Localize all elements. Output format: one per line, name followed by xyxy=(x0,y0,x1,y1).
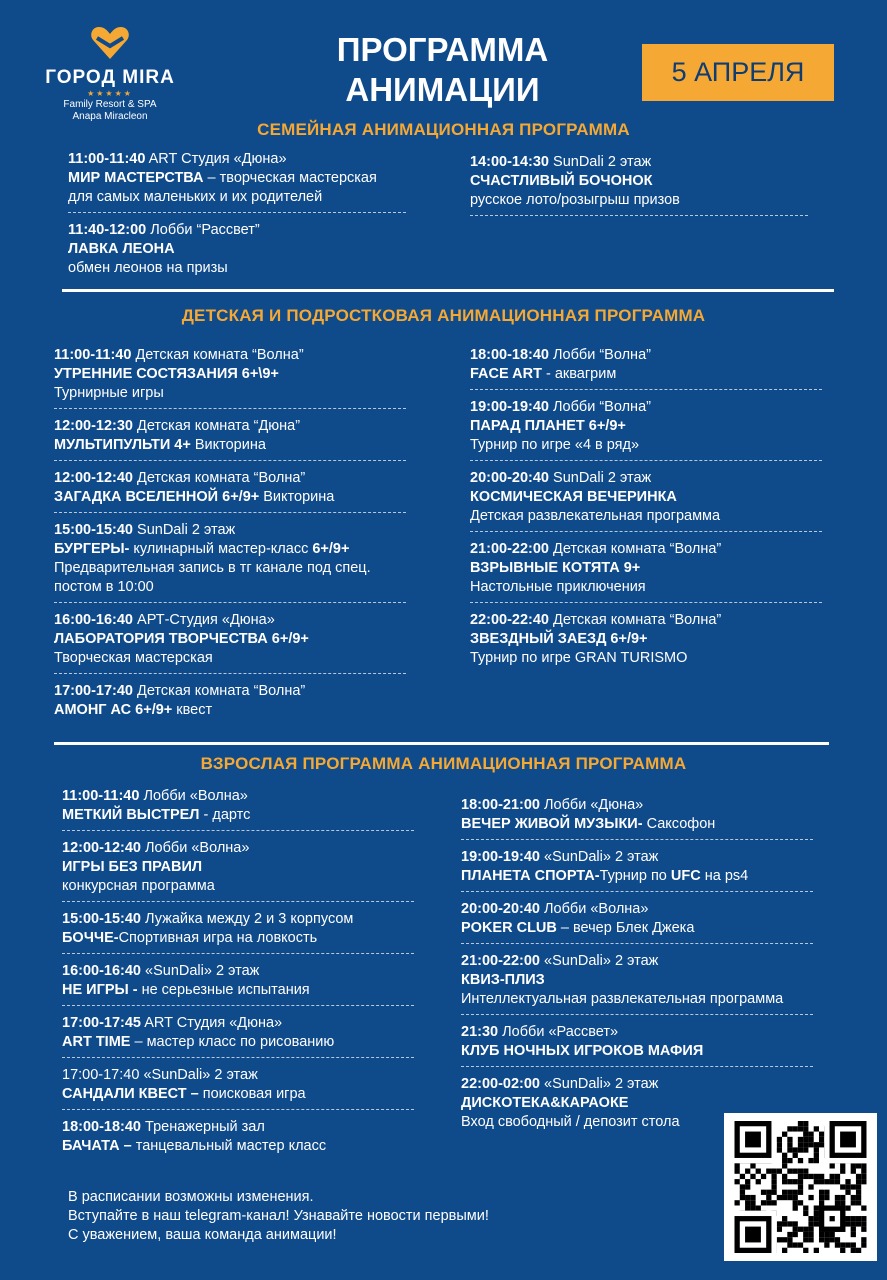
item-place: «SunDali» 2 этаж xyxy=(145,963,260,979)
item-note: – вечер Блек Джека xyxy=(556,920,695,936)
schedule-item xyxy=(62,962,414,1000)
item-place: Детская комната “Волна” xyxy=(137,470,306,486)
schedule-item xyxy=(62,910,414,948)
schedule-item xyxy=(470,611,822,668)
item-place: Лобби «Волна» xyxy=(544,901,649,917)
item-note: кулинарный мастер-класс xyxy=(129,541,313,557)
item-time: 12:00-12:40 xyxy=(62,840,141,856)
dashed-separator xyxy=(54,512,406,513)
item-time: 17:00-17:40 xyxy=(62,1067,140,1083)
item-time: 18:00-21:00 xyxy=(461,797,540,813)
qr-code-icon[interactable] xyxy=(724,1113,877,1261)
kids-right-column xyxy=(470,346,822,668)
item-time-place xyxy=(62,962,414,981)
item-time-place xyxy=(62,1066,414,1085)
item-tag: 6+/9+ xyxy=(312,541,350,557)
item-name: ВЕЧЕР ЖИВОЙ МУЗЫКИ- xyxy=(461,816,643,832)
schedule-item xyxy=(470,540,822,597)
item-time-place xyxy=(470,611,822,630)
item-name: ПЛАНЕТА СПОРТА- xyxy=(461,868,600,884)
item-place: Лобби “Волна” xyxy=(553,347,651,363)
dashed-separator xyxy=(470,460,822,461)
item-time-place xyxy=(54,611,406,630)
page-title xyxy=(290,30,595,110)
item-title-line xyxy=(470,365,822,384)
item-title-line xyxy=(470,559,822,578)
adult-left-column xyxy=(62,787,414,1156)
item-description: Интеллектуальная развлекательная программа xyxy=(461,991,784,1007)
item-title-line xyxy=(62,858,414,877)
item-time: 15:00-15:40 xyxy=(54,522,133,538)
brand-line2: Anapa Miracleon xyxy=(72,111,148,122)
item-place: SunDali 2 этаж xyxy=(137,522,236,538)
item-note2: на ps4 xyxy=(700,868,749,884)
item-time: 22:00-02:00 xyxy=(461,1076,540,1092)
item-place: Детская комната “Волна” xyxy=(135,347,304,363)
section-divider xyxy=(54,742,829,745)
item-time-place xyxy=(470,153,808,172)
schedule-item xyxy=(54,611,406,668)
item-name: БОЧЧЕ- xyxy=(62,930,119,946)
item-name: ЗВЕЗДНЫЙ ЗАЕЗД 6+/9+ xyxy=(470,631,648,647)
schedule-item xyxy=(470,469,822,526)
item-title-line xyxy=(461,1042,813,1061)
item-time: 22:00-22:40 xyxy=(470,612,549,628)
brand-line1: Family Resort & SPA xyxy=(63,99,157,110)
item-note: не серьезные испытания xyxy=(137,982,310,998)
item-note: Турнир по xyxy=(599,868,671,884)
item-title-line xyxy=(62,981,414,1000)
brand-name: ГОРОД MIRA xyxy=(45,67,175,88)
item-name: СЧАСТЛИВЫЙ БОЧОНОК xyxy=(470,173,653,189)
item-time-place xyxy=(461,796,813,815)
item-time: 21:00-22:00 xyxy=(461,953,540,969)
item-place: «SunDali» 2 этаж xyxy=(544,849,659,865)
item-place: Лобби “Волна” xyxy=(553,399,651,415)
item-time-place xyxy=(461,1075,813,1094)
item-place: Детская комната “Волна” xyxy=(553,541,722,557)
item-title-line xyxy=(54,701,406,720)
item-tag: UFC xyxy=(670,868,701,884)
section-divider xyxy=(62,289,834,292)
brand-logo xyxy=(40,26,180,123)
item-place: SunDali 2 этаж xyxy=(553,154,652,170)
item-name: ЛАВКА ЛЕОНА xyxy=(68,241,175,257)
schedule-item xyxy=(54,346,406,403)
section-title-kids: ДЕТСКАЯ И ПОДРОСТКОВАЯ АНИМАЦИОННАЯ ПРОГРАММА xyxy=(181,306,706,325)
item-name: БУРГЕРЫ- xyxy=(54,541,130,557)
dashed-separator xyxy=(62,901,414,902)
heart-logo-icon xyxy=(90,26,130,60)
item-note: Викторина xyxy=(190,437,266,453)
family-left-column xyxy=(68,150,406,278)
item-time: 15:00-15:40 xyxy=(62,911,141,927)
date-badge: 5 АПРЕЛЯ xyxy=(642,44,834,101)
schedule-item xyxy=(62,1118,414,1156)
dashed-separator xyxy=(461,839,813,840)
dashed-separator xyxy=(461,1066,813,1067)
item-name: POKER CLUB xyxy=(461,920,557,936)
item-note: - аквагрим xyxy=(541,366,617,382)
item-place: «SunDali» 2 этаж xyxy=(544,1076,659,1092)
item-time-place xyxy=(461,848,813,867)
item-time-place xyxy=(461,1023,813,1042)
item-time-place xyxy=(54,346,406,365)
item-name: ART TIME xyxy=(62,1034,131,1050)
item-time-place xyxy=(54,469,406,488)
schedule-item xyxy=(62,1066,414,1104)
item-place: ART Студия «Дюна» xyxy=(144,1015,283,1031)
item-time: 20:00-20:40 xyxy=(470,470,549,486)
item-time: 11:40-12:00 xyxy=(68,222,147,238)
schedule-item xyxy=(461,1023,813,1061)
item-title-line xyxy=(54,540,406,559)
item-description: конкурсная программа xyxy=(62,878,215,894)
item-place: Лобби «Дюна» xyxy=(544,797,644,813)
item-time-place xyxy=(62,1118,414,1137)
dashed-separator xyxy=(62,830,414,831)
item-note: Спортивная игра на ловкость xyxy=(118,930,318,946)
schedule-item xyxy=(62,839,414,896)
dashed-separator xyxy=(68,212,406,213)
family-right-column xyxy=(470,153,808,224)
item-description: Турнир по игре GRAN TURISMO xyxy=(470,650,688,666)
section-title-adult: ВЗРОСЛАЯ ПРОГРАММА АНИМАЦИОННАЯ ПРОГРАММА xyxy=(200,754,687,773)
title-line2: АНИМАЦИИ xyxy=(345,71,540,108)
item-time: 11:00-11:40 xyxy=(54,347,132,363)
item-description: русское лото/розыгрыш призов xyxy=(470,192,680,208)
item-name: ИГРЫ БЕЗ ПРАВИЛ xyxy=(62,859,203,875)
item-place: Тренажерный зал xyxy=(145,1119,265,1135)
item-note: Викторина xyxy=(259,489,335,505)
item-time: 19:00-19:40 xyxy=(461,849,540,865)
item-place: ART Студия «Дюна» xyxy=(148,151,287,167)
item-name: УТРЕННИЕ СОСТЯЗАНИЯ 6+\9+ xyxy=(54,366,279,382)
dashed-separator xyxy=(54,602,406,603)
dashed-separator xyxy=(470,389,822,390)
schedule-item xyxy=(470,398,822,455)
adult-right-column xyxy=(461,796,813,1132)
item-time: 12:00-12:40 xyxy=(54,470,133,486)
item-time: 21:00-22:00 xyxy=(470,541,549,557)
schedule-item xyxy=(68,221,406,278)
item-note: поисковая игра xyxy=(198,1086,306,1102)
item-note: - дартс xyxy=(199,807,251,823)
item-title-line xyxy=(62,1137,414,1156)
item-title-line xyxy=(68,240,406,259)
item-name: КОСМИЧЕСКАЯ ВЕЧЕРИНКА xyxy=(470,489,677,505)
item-time-place xyxy=(62,839,414,858)
item-description: Турнир по игре «4 в ряд» xyxy=(470,437,640,453)
footer-line3: С уважением, ваша команда анимации! xyxy=(68,1227,337,1243)
item-name: ДИСКОТЕКА&КАРАОКЕ xyxy=(461,1095,629,1111)
item-place: Лобби «Волна» xyxy=(143,788,248,804)
item-title-line xyxy=(461,867,813,886)
brand-stars: ★★★★★ xyxy=(87,89,133,98)
item-title-line xyxy=(54,630,406,649)
item-name: КВИЗ-ПЛИЗ xyxy=(461,972,545,988)
item-note: квест xyxy=(172,702,213,718)
dashed-separator xyxy=(470,215,808,216)
item-time-place xyxy=(54,682,406,701)
item-place: «SunDali» 2 этаж xyxy=(143,1067,258,1083)
item-name: ЛАБОРАТОРИЯ ТВОРЧЕСТВА 6+/9+ xyxy=(54,631,309,647)
item-place: Лобби «Волна» xyxy=(145,840,250,856)
item-title-line xyxy=(470,417,822,436)
schedule-item xyxy=(54,521,406,597)
item-title-line xyxy=(62,929,414,948)
item-title-line xyxy=(470,172,808,191)
item-name: САНДАЛИ КВЕСТ – xyxy=(62,1086,199,1102)
item-note: Саксофон xyxy=(642,816,716,832)
item-time-place xyxy=(461,952,813,971)
schedule-item xyxy=(62,1014,414,1052)
footer-line2: Вступайте в наш telegram-канал! Узнавайте новости первыми! xyxy=(68,1208,489,1224)
item-name: ЗАГАДКА ВСЕЛЕННОЙ 6+/9+ xyxy=(54,489,260,505)
item-time-place xyxy=(54,417,406,436)
item-time: 17:00-17:45 xyxy=(62,1015,141,1031)
item-description: обмен леонов на призы xyxy=(68,260,228,276)
item-title-line xyxy=(54,436,406,455)
item-place: АРТ-Студия «Дюна» xyxy=(137,612,275,628)
item-place: Детская комната “Волна” xyxy=(553,612,722,628)
item-title-line xyxy=(54,488,406,507)
item-name: МИР МАСТЕРСТВА xyxy=(68,170,204,186)
item-title-line xyxy=(461,919,813,938)
item-time: 21:30 xyxy=(461,1024,499,1040)
item-description: Предварительная запись в тг канале под спец. xyxy=(54,560,371,576)
item-description: Вход свободный / депозит стола xyxy=(461,1114,680,1130)
item-name: МЕТКИЙ ВЫСТРЕЛ xyxy=(62,807,200,823)
item-name: ВЗРЫВНЫЕ КОТЯТА 9+ xyxy=(470,560,641,576)
item-title-line xyxy=(461,971,813,990)
schedule-item xyxy=(54,417,406,455)
item-title-line xyxy=(68,169,406,188)
item-name: МУЛЬТИПУЛЬТИ 4+ xyxy=(54,437,191,453)
item-description: Настольные приключения xyxy=(470,579,646,595)
item-time: 16:00-16:40 xyxy=(54,612,133,628)
item-time-place xyxy=(470,540,822,559)
item-name: ПАРАД ПЛАНЕТ 6+/9+ xyxy=(470,418,626,434)
item-place: «SunDali» 2 этаж xyxy=(544,953,659,969)
item-time: 11:00-11:40 xyxy=(68,151,146,167)
item-time: 17:00-17:40 xyxy=(54,683,133,699)
schedule-item xyxy=(54,682,406,720)
item-name: FACE ART xyxy=(470,366,542,382)
item-title-line xyxy=(62,806,414,825)
item-time-place xyxy=(470,346,822,365)
dashed-separator xyxy=(54,408,406,409)
item-title-line xyxy=(470,488,822,507)
item-note: – творческая мастерская xyxy=(203,170,377,186)
item-name: НЕ ИГРЫ - xyxy=(62,982,138,998)
item-description: Турнирные игры xyxy=(54,385,164,401)
item-title-line xyxy=(62,1033,414,1052)
schedule-item xyxy=(461,848,813,886)
item-title-line xyxy=(62,1085,414,1104)
schedule-item xyxy=(461,796,813,834)
dashed-separator xyxy=(62,953,414,954)
dashed-separator xyxy=(62,1005,414,1006)
item-time: 12:00-12:30 xyxy=(54,418,133,434)
schedule-item xyxy=(461,952,813,1009)
dashed-separator xyxy=(470,531,822,532)
title-line1: ПРОГРАММА xyxy=(336,31,549,68)
dashed-separator xyxy=(461,1014,813,1015)
item-description: Творческая мастерская xyxy=(54,650,213,666)
item-place: Лужайка между 2 и 3 корпусом xyxy=(145,911,354,927)
schedule-item xyxy=(62,787,414,825)
schedule-item xyxy=(470,346,822,384)
item-title-line xyxy=(461,1094,813,1113)
footer-notes xyxy=(68,1188,489,1245)
item-time-place xyxy=(461,900,813,919)
section-title-family: СЕМЕЙНАЯ АНИМАЦИОННАЯ ПРОГРАММА xyxy=(257,120,630,139)
item-title-line xyxy=(461,815,813,834)
item-place: SunDali 2 этаж xyxy=(553,470,652,486)
dashed-separator xyxy=(54,460,406,461)
item-description2: постом в 10:00 xyxy=(54,579,154,595)
item-time: 18:00-18:40 xyxy=(470,347,549,363)
item-name: КЛУБ НОЧНЫХ ИГРОКОВ МАФИЯ xyxy=(461,1043,704,1059)
item-time: 11:00-11:40 xyxy=(62,788,140,804)
qr-code-graphic xyxy=(732,1121,869,1253)
item-time-place xyxy=(68,221,406,240)
item-time: 20:00-20:40 xyxy=(461,901,540,917)
item-time-place xyxy=(54,521,406,540)
item-time-place xyxy=(68,150,406,169)
dashed-separator xyxy=(54,673,406,674)
dashed-separator xyxy=(461,943,813,944)
item-time-place xyxy=(470,469,822,488)
schedule-item xyxy=(470,153,808,210)
schedule-item xyxy=(68,150,406,207)
dashed-separator xyxy=(461,891,813,892)
item-name: АМОНГ АС 6+/9+ xyxy=(54,702,173,718)
dashed-separator xyxy=(470,602,822,603)
item-place: Лобби «Рассвет» xyxy=(502,1024,619,1040)
item-title-line xyxy=(54,365,406,384)
item-time: 16:00-16:40 xyxy=(62,963,141,979)
item-time-place xyxy=(62,787,414,806)
kids-left-column xyxy=(54,346,406,720)
dashed-separator xyxy=(62,1109,414,1110)
item-time: 18:00-18:40 xyxy=(62,1119,141,1135)
item-note: – мастер класс по рисованию xyxy=(130,1034,335,1050)
schedule-item xyxy=(54,469,406,507)
item-place: Детская комната “Волна” xyxy=(137,683,306,699)
item-description: для самых маленьких и их родителей xyxy=(68,189,323,205)
item-time-place xyxy=(62,1014,414,1033)
item-time-place xyxy=(62,910,414,929)
item-place: Лобби “Рассвет” xyxy=(150,222,260,238)
dashed-separator xyxy=(62,1057,414,1058)
item-title-line xyxy=(470,630,822,649)
item-place: Детская комната “Дюна” xyxy=(137,418,301,434)
item-description: Детская развлекательная программа xyxy=(470,508,721,524)
item-time-place xyxy=(470,398,822,417)
item-note: танцевальный мастер класс xyxy=(131,1138,327,1154)
item-time: 14:00-14:30 xyxy=(470,154,549,170)
footer-line1: В расписании возможны изменения. xyxy=(68,1189,314,1205)
item-time: 19:00-19:40 xyxy=(470,399,549,415)
item-name: БАЧАТА – xyxy=(62,1138,132,1154)
schedule-item xyxy=(461,900,813,938)
